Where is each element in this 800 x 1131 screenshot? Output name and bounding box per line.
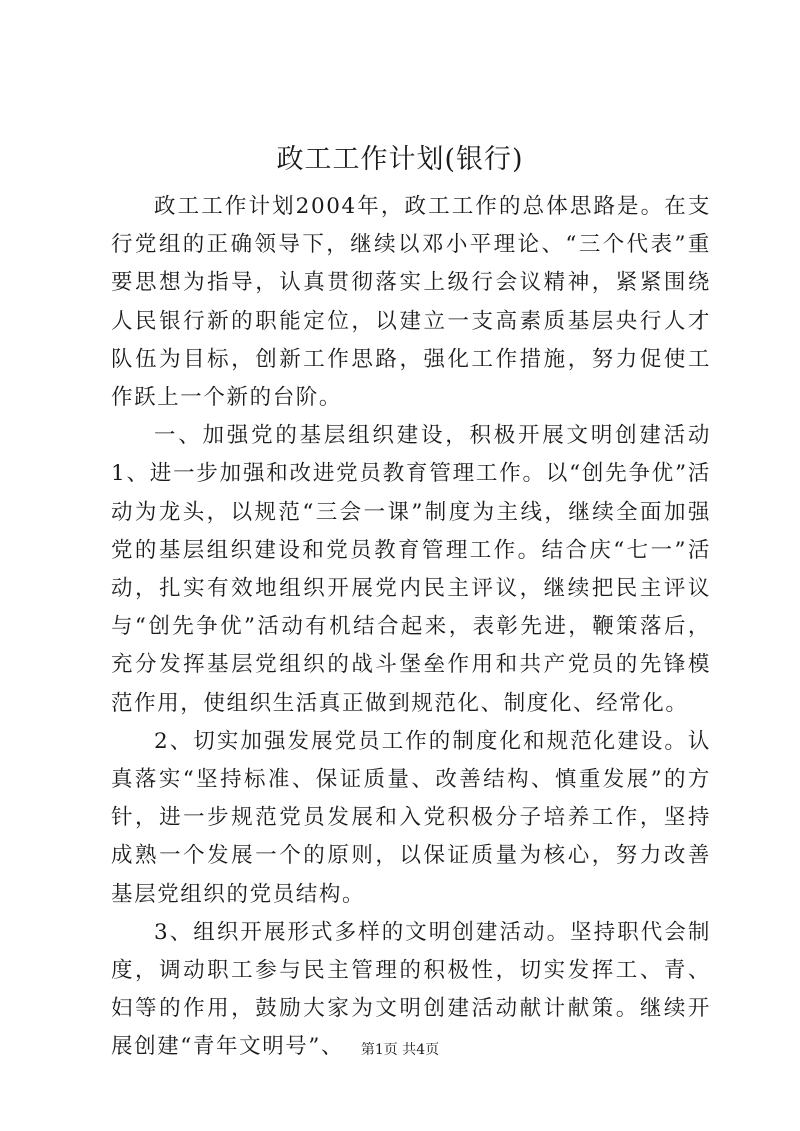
paragraph-2: 一、加强党的基层组织建设，积极开展文明创建活动1、进一步加强和改进党员教育管理工作。以“创先争优”活动为龙头，以规范“三会一课”制度为主线，继续全面加强党的基层组织建设和党员教育管理工作。结合庆“七一”活动，扎实有效地组织开展党内民主评议，继续把民主评议与“创先争优”活动有机结合起来，表彰先进，鞭策落后，充分发挥基层党组织的战斗堡垒作用和共产党员的先锋模范作用，使组织生活真正做到规范化、制度化、经常化。 — [111, 423, 711, 716]
paragraph-3: 2、切实加强发展党员工作的制度化和规范化建设。认真落实“坚持标准、保证质量、改善结构、慎重发展”的方针，进一步规范党员发展和入党积极分子培养工作，坚持成熟一个发展一个的原则，以保证质量为核心，努力改善基层党组织的党员结构。 — [111, 728, 711, 907]
document-body — [111, 188, 711, 1067]
page-footer: 第1页 共4页 — [360, 1042, 440, 1058]
document-title: 政工工作计划(银行) — [276, 144, 524, 175]
paragraph-4: 3、组织开展形式多样的文明创建活动。坚持职代会制度，调动职工参与民主管理的积极性，切实发挥工、青、妇等的作用，鼓励大家为文明创建活动献计献策。继续开展创建“青年文明号”、 — [111, 919, 711, 1060]
paragraph-1: 政工工作计划2004年，政工工作的总体思路是。在支行党组的正确领导下，继续以邓小平理论、“三个代表”重要思想为指导，认真贯彻落实上级行会议精神，紧紧围绕人民银行新的职能定位，以建立一支高素质基层央行人才队伍为目标，创新工作思路，强化工作措施，努力促使工作跃上一个新的台阶。 — [111, 194, 711, 411]
